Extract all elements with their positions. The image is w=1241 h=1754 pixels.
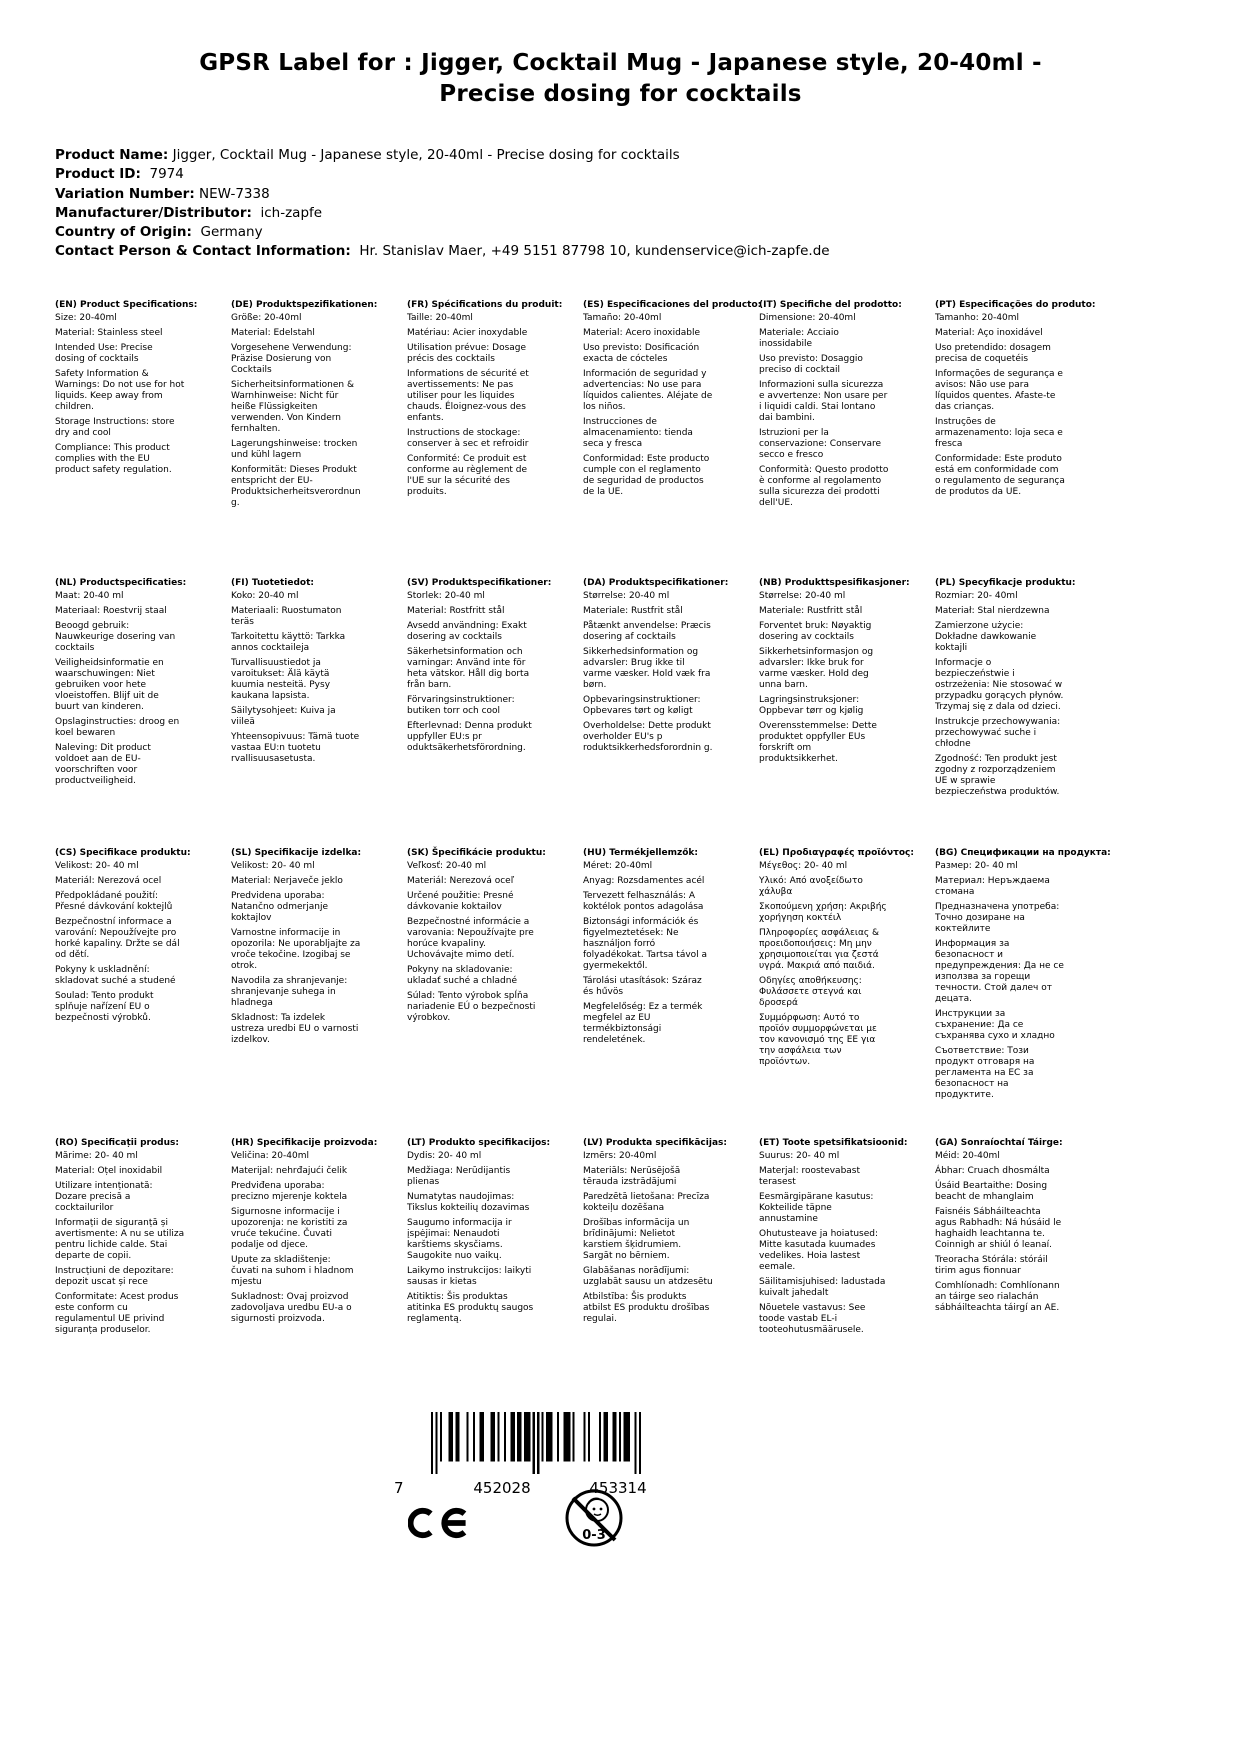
block-heading: (FI) Tuotetiedot: — [231, 578, 315, 588]
meta-label: Variation Number: — [55, 185, 195, 202]
block-paragraph: Zamierzone użycie: Dokładne dawkowanie koktajli — [935, 621, 1037, 653]
block-paragraph: Material: Nerjaveče jeklo — [231, 876, 343, 886]
block-paragraph: Súlad: Tento výrobok spĺňa nariadenie EÚ o bezpečnosti výrobkov. — [407, 991, 536, 1023]
language-block-fr — [407, 300, 583, 578]
barcode — [431, 1412, 641, 1474]
block-paragraph: Sikkerhedsinformation og advarsler: Brug ikke til varme væsker. Hold væk fra børn. — [583, 647, 711, 690]
block-paragraph: Conformitate: Acest produs este conform cu regulamentul UE privind siguranța produselor. — [55, 1292, 179, 1335]
block-paragraph: Materiale: Acciaio inossidabile — [759, 328, 839, 349]
block-paragraph: Ábhar: Cruach dhosmálta — [935, 1166, 1050, 1176]
block-paragraph: Ohutusteave ja hoiatused: Mitte kasutada kuumades vedelikes. Hoia lastest eemale. — [759, 1229, 879, 1272]
page-title-line1: GPSR Label for : Jigger, Cocktail Mug - Japanese style, 20-40ml - — [199, 50, 1042, 76]
block-paragraph: Eesmärgipärane kasutus: Kokteilide täpne annustamine — [759, 1192, 874, 1224]
language-block-et — [759, 1138, 935, 1340]
block-paragraph: Size: 20-40ml — [55, 313, 117, 323]
block-paragraph: Matériau: Acier inoxydable — [407, 328, 528, 338]
block-paragraph: Förvaringsinstruktioner: butiken torr och cool — [407, 695, 515, 716]
block-paragraph: Beoogd gebruik: Nauwkeurige dosering van cocktails — [55, 621, 176, 653]
meta-product-name — [55, 146, 830, 165]
block-heading: (BG) Спецификации на продукта: — [935, 848, 1111, 858]
age-warning-label: 0-3 — [582, 1528, 606, 1543]
block-heading: (ET) Toote spetsifikatsioonid: — [759, 1138, 908, 1148]
block-heading: (PL) Specyfikacje produktu: — [935, 578, 1076, 588]
block-paragraph: Υλικό: Από ανοξείδωτο χάλυβα — [759, 876, 863, 897]
block-heading: (LV) Produkta specifikācijas: — [583, 1138, 727, 1148]
block-paragraph: Οδηγίες αποθήκευσης: Φυλάσσετε στεγνά και δροσερά — [759, 976, 862, 1008]
barcode-first-digit: 7 — [394, 1479, 404, 1497]
block-paragraph: Material: Edelstahl — [231, 328, 315, 338]
block-paragraph: Comhlíonadh: Comhlíonann an táirge seo rialachán sábháilteachta táirgí an AE. — [935, 1281, 1060, 1313]
block-paragraph: Velikost: 20- 40 ml — [231, 861, 315, 871]
block-paragraph: Informações de segurança e avisos: Não use para líquidos quentes. Afaste-te das crianças. — [935, 369, 1063, 412]
block-paragraph: Materiał: Stal nierdzewna — [935, 606, 1050, 616]
block-heading: (HU) Termékjellemzők: — [583, 848, 699, 858]
block-paragraph: Medžiaga: Nerūdijantis plienas — [407, 1166, 511, 1187]
block-heading: (LT) Produkto specifikacijos: — [407, 1138, 551, 1148]
block-paragraph: Materiál: Nerezová ocel — [55, 876, 162, 886]
block-paragraph: Tamaño: 20-40ml — [583, 313, 662, 323]
block-paragraph: Предназначена употреба: Точно дозиране на коктейлите — [935, 902, 1060, 934]
block-paragraph: Saugumo informacija ir įspėjimai: Nenaudoti karštiems skysčiams. Saugokite nuo vaikų. — [407, 1218, 512, 1261]
block-paragraph: Safety Information & Warnings: Do not use for hot liquids. Keep away from children. — [55, 369, 185, 412]
block-paragraph: Istruzioni per la conservazione: Conservare secco e fresco — [759, 428, 882, 460]
language-block-el — [759, 848, 935, 1138]
block-paragraph: Säilytysohjeet: Kuiva ja viileä — [231, 706, 336, 727]
meta-country-of-origin — [55, 223, 830, 242]
language-block-fi — [231, 578, 407, 848]
page-title-line2: Precise dosing for cocktails — [439, 81, 802, 107]
block-heading: (EL) Προδιαγραφές προϊόντος: — [759, 848, 914, 858]
ce-mark-icon — [408, 1498, 472, 1548]
block-paragraph: Naleving: Dit product voldoet aan de EU-voorschriften voor productveiligheid. — [55, 743, 151, 786]
block-paragraph: Atitiktis: Šis produktas atitinka ES produktų saugos reglamentą. — [407, 1292, 534, 1324]
block-paragraph: Turvallisuustiedot ja varoitukset: Älä käytä kuumia nesteitä. Pysy kaukana lapsista. — [231, 658, 331, 701]
block-heading: (CS) Specifikace produktu: — [55, 848, 191, 858]
block-paragraph: Předpokládané použití: Přesné dávkování koktejlů — [55, 891, 173, 912]
block-paragraph: Velikost: 20- 40 ml — [55, 861, 139, 871]
block-paragraph: Instrucțiuni de depozitare: depozit uscat și rece — [55, 1266, 174, 1287]
block-paragraph: Numatytas naudojimas: Tikslus kokteilių dozavimas — [407, 1192, 530, 1213]
block-paragraph: Размер: 20- 40 ml — [935, 861, 1018, 871]
block-paragraph: Veľkosť: 20-40 ml — [407, 861, 487, 871]
block-paragraph: Skladnost: Ta izdelek ustreza uredbi EU o varnosti izdelkov. — [231, 1013, 359, 1045]
meta-product-id — [55, 165, 830, 184]
meta-manufacturer — [55, 204, 830, 223]
block-paragraph: Instruções de armazenamento: loja seca e fresca — [935, 417, 1063, 449]
block-paragraph: Uso previsto: Dosaggio preciso di cocktail — [759, 354, 863, 375]
block-paragraph: Efterlevnad: Denna produkt uppfyller EU:s pr oduktsäkerhetsförordning. — [407, 721, 532, 753]
block-paragraph: Συμμόρφωση: Αυτό το προϊόν συμμορφώνεται με τον κανονισμό της ΕΕ για την ασφάλεια των προϊόντων. — [759, 1013, 877, 1067]
meta-label: Product Name: — [55, 147, 169, 163]
block-heading: (IT) Specifiche del prodotto: — [759, 300, 902, 310]
block-paragraph: Material: Aço inoxidável — [935, 328, 1043, 338]
page-title — [0, 48, 1241, 110]
block-paragraph: Určené použitie: Presné dávkovanie koktailov — [407, 891, 514, 912]
block-paragraph: Dimensione: 20-40ml — [759, 313, 856, 323]
block-paragraph: Material: Stainless steel — [55, 328, 163, 338]
meta-label: Manufacturer/Distributor: — [55, 204, 252, 221]
block-paragraph: Pokyny na skladovanie: ukladať suché a chladné — [407, 965, 517, 986]
block-paragraph: Informacje o bezpieczeństwie i ostrzeżenia: Nie stosować w przypadku gorących płynów. Trzymaj się z dala od dzieci. — [935, 658, 1064, 712]
block-paragraph: Uso previsto: Dosificación exacta de cócteles — [583, 343, 700, 364]
language-block-da — [583, 578, 759, 848]
block-paragraph: Biztonsági információk és figyelmeztetések: Ne használjon forró folyadékokat. Tartsa távol a gyermekektől. — [583, 917, 708, 971]
meta-value: Hr. Stanislav Maer, +49 5151 87798 10, kundenservice@ich-zapfe.de — [359, 243, 830, 260]
block-paragraph: Konformität: Dieses Produkt entspricht der EU-Produktsicherheitsverordnung. — [231, 465, 361, 508]
language-block-es — [583, 300, 762, 578]
language-blocks-grid — [55, 300, 1111, 1340]
block-paragraph: Tamanho: 20-40ml — [935, 313, 1020, 323]
block-paragraph: Forventet bruk: Nøyaktig dosering av cocktails — [759, 621, 872, 642]
block-paragraph: Lagringsinstruksjoner: Oppbevar tørr og kjølig — [759, 695, 864, 716]
language-block-hu — [583, 848, 759, 1138]
block-paragraph: Säkerhetsinformation och varningar: Använd inte för heta vätskor. Håll dig borta från barn. — [407, 647, 530, 690]
block-heading: (ES) Especificaciones del producto: — [583, 300, 762, 310]
block-paragraph: Instrukcje przechowywania: przechowywać suche i chłodne — [935, 717, 1061, 749]
language-block-de — [231, 300, 407, 578]
block-paragraph: Bezpečnostní informace a varování: Nepoužívejte pro horké kapaliny. Držte se dál od dětí. — [55, 917, 180, 960]
block-paragraph: Tarkoitettu käyttö: Tarkka annos cocktaileja — [231, 632, 346, 653]
block-paragraph: Materiale: Rustfrit stål — [583, 606, 683, 616]
block-paragraph: Atbilstība: Šis produkts atbilst ES produktu drošības regulai. — [583, 1292, 710, 1324]
block-paragraph: Suurus: 20- 40 ml — [759, 1151, 840, 1161]
block-paragraph: Overensstemmelse: Dette produktet oppfyller EUs forskrift om produktsikkerhet. — [759, 721, 877, 764]
language-block-lt — [407, 1138, 583, 1340]
block-paragraph: Instrucciones de almacenamiento: tienda seca y fresca — [583, 417, 693, 449]
block-heading: (PT) Especificações do produto: — [935, 300, 1096, 310]
block-paragraph: Compliance: This product complies with the EU product safety regulation. — [55, 443, 172, 475]
language-block-bg — [935, 848, 1111, 1138]
block-paragraph: Säilitamisjuhised: ladustada kuivalt jahedalt — [759, 1277, 886, 1298]
language-block-sv — [407, 578, 583, 848]
block-paragraph: Veiligheidsinformatie en waarschuwingen: Niet gebruiken voor hete vloeistoffen. Blijf uit de buurt van kinderen. — [55, 658, 164, 712]
block-paragraph: Navodila za shranjevanje: shranjevanje suhega in hladnega — [231, 976, 348, 1008]
block-paragraph: Laikymo instrukcijos: laikyti sausas ir kietas — [407, 1266, 532, 1287]
language-block-it — [759, 300, 935, 578]
block-paragraph: Dydis: 20- 40 ml — [407, 1151, 482, 1161]
block-paragraph: Съответствие: Този продукт отговаря на регламента на ЕС за безопасност на продуктите. — [935, 1046, 1035, 1100]
block-heading: (GA) Sonraíochtaí Táirge: — [935, 1138, 1063, 1148]
block-heading: (DE) Produktspezifikationen: — [231, 300, 378, 310]
meta-value: ich-zapfe — [260, 204, 323, 221]
block-paragraph: Treoracha Stórála: stóráil tirim agus fionnuar — [935, 1255, 1048, 1276]
block-paragraph: Información de seguridad y advertencias: No use para líquidos calientes. Aléjate de los niños. — [583, 369, 713, 412]
block-paragraph: Größe: 20-40ml — [231, 313, 302, 323]
block-paragraph: Opslaginstructies: droog en koel bewaren — [55, 717, 180, 738]
block-heading: (FR) Spécifications du produit: — [407, 300, 563, 310]
block-paragraph: Påtænkt anvendelse: Præcis dosering af cocktails — [583, 621, 711, 642]
block-paragraph: Overholdelse: Dette produkt overholder EU's p roduktsikkerhedsforordnin g. — [583, 721, 713, 753]
language-block-cs — [55, 848, 231, 1138]
language-block-pl — [935, 578, 1111, 848]
block-paragraph: Paredzētā lietošana: Precīza kokteiļu dozēšana — [583, 1192, 710, 1213]
block-heading: (DA) Produktspecifikationer: — [583, 578, 729, 588]
block-paragraph: Koko: 20-40 ml — [231, 591, 299, 601]
block-paragraph: Drošības informācija un brīdinājumi: Nelietot karstiem šķidrumiem. Sargāt no bērniem. — [583, 1218, 690, 1261]
block-paragraph: Sikkerhetsinformasjon og advarsler: Ikke bruk for varme væsker. Hold deg unna barn. — [759, 647, 874, 690]
block-paragraph: Utilizare intenționată: Dozare precisă a cocktailurilor — [55, 1181, 153, 1213]
block-paragraph: Veličina: 20-40ml — [231, 1151, 309, 1161]
block-paragraph: Информация за безопасност и предупреждения: Да не се използва за горещи течности. Стой далеч от децата. — [935, 939, 1064, 1004]
meta-variation-number — [55, 185, 830, 204]
meta-contact-info — [55, 242, 830, 261]
block-paragraph: Storage Instructions: store dry and cool — [55, 417, 175, 438]
block-paragraph: Materiāls: Nerūsējošā tērauda izstrādājumi — [583, 1166, 681, 1187]
block-paragraph: Tervezett felhasználás: A koktélok pontos adagolása — [583, 891, 704, 912]
language-block-ga — [935, 1138, 1111, 1340]
barcode-right-digits: 453314 — [589, 1479, 647, 1497]
language-block-sl — [231, 848, 407, 1138]
language-block-ro — [55, 1138, 231, 1340]
block-paragraph: Conformité: Ce produit est conforme au règlement de l'UE sur la sécurité des produits. — [407, 454, 528, 497]
meta-value: 7974 — [149, 166, 184, 183]
block-paragraph: Sicherheitsinformationen & Warnhinweise: Nicht für heiße Flüssigkeiten verwenden. Von Kindern fernhalten. — [231, 380, 354, 434]
language-block-hr — [231, 1138, 407, 1340]
block-heading: (NB) Produkttspesifikasjoner: — [759, 578, 910, 588]
block-paragraph: Materjal: roostevabast terasest — [759, 1166, 861, 1187]
block-paragraph: Tárolási utasítások: Száraz és hűvös — [583, 976, 702, 997]
block-paragraph: Informații de siguranță și avertismente: A nu se utiliza pentru lichide calde. Stai departe de copii. — [55, 1218, 185, 1261]
block-paragraph: Varnostne informacije in opozorila: Ne uporabljajte za vroče tekočine. Izogibaj se otrok. — [231, 928, 361, 971]
block-paragraph: Úsáid Beartaithe: Dosing beacht de mhanglaim — [935, 1181, 1048, 1202]
language-block-nl — [55, 578, 231, 848]
block-heading: (NL) Productspecificaties: — [55, 578, 187, 588]
block-heading: (SK) Špecifikácie produktu: — [407, 848, 546, 858]
block-paragraph: Izmērs: 20-40ml — [583, 1151, 657, 1161]
block-paragraph: Opbevaringsinstruktioner: Opbevares tørt og køligt — [583, 695, 701, 716]
barcode-left-digits: 452028 — [473, 1479, 531, 1497]
block-paragraph: Materiaali: Ruostumaton teräs — [231, 606, 342, 627]
block-paragraph: Rozmiar: 20- 40ml — [935, 591, 1018, 601]
age-warning-0-3-icon — [564, 1486, 624, 1550]
block-paragraph: Conformidade: Este produto está em conformidade com o regulamento de segurança de produtos da UE. — [935, 454, 1065, 497]
block-paragraph: Predvidena uporaba: Natančno odmerjanje koktajlov — [231, 891, 328, 923]
block-paragraph: Faisnéis Sábháilteachta agus Rabhadh: Ná húsáid le haghaidh leachtanna te. Coinnigh ar shiúl ó leanaí. — [935, 1207, 1062, 1250]
block-paragraph: Σκοπούμενη χρήση: Ακριβής χορήγηση κοκτέιλ — [759, 902, 887, 923]
meta-label: Country of Origin: — [55, 224, 192, 241]
block-paragraph: Instructions de stockage: conserver à sec et refroidir — [407, 428, 529, 449]
block-paragraph: Sigurnosne informacije i upozorenja: ne koristiti za vruće tekućine. Čuvati podalje od djece. — [231, 1207, 348, 1250]
block-paragraph: Pokyny k uskladnění: skladovat suché a studené — [55, 965, 176, 986]
block-paragraph: Sukladnost: Ovaj proizvod zadovoljava uredbu EU-a o sigurnosti proizvoda. — [231, 1292, 352, 1324]
block-paragraph: Bezpečnostné informácie a varovania: Nepoužívajte pre horúce kvapaliny. Uchovávajte mimo detí. — [407, 917, 534, 960]
block-paragraph: Материал: Неръждаема стомана — [935, 876, 1050, 897]
block-paragraph: Informations de sécurité et avertissements: Ne pas utiliser pour les liquides chauds. Éloignez-vous des enfants. — [407, 369, 529, 423]
block-paragraph: Material: Acero inoxidable — [583, 328, 701, 338]
block-paragraph: Material: Oțel inoxidabil — [55, 1166, 163, 1176]
block-paragraph: Méret: 20-40ml — [583, 861, 653, 871]
block-heading: (SV) Produktspecifikationer: — [407, 578, 552, 588]
block-paragraph: Uso pretendido: dosagem precisa de coquetéis — [935, 343, 1051, 364]
block-paragraph: Yhteensopivuus: Tämä tuote vastaa EU:n tuotetu rvallisuusasetusta. — [231, 732, 360, 764]
block-paragraph: Storlek: 20-40 ml — [407, 591, 485, 601]
block-paragraph: Méid: 20-40ml — [935, 1151, 1000, 1161]
barcode-svg — [431, 1412, 641, 1474]
language-block-pt — [935, 300, 1111, 578]
block-paragraph: Materiál: Nerezová oceľ — [407, 876, 515, 886]
meta-value: Germany — [200, 224, 263, 241]
meta-label: Contact Person & Contact Information: — [55, 243, 351, 260]
block-paragraph: Conformità: Questo prodotto è conforme al regolamento sulla sicurezza dei prodotti dell'UE. — [759, 465, 889, 508]
block-paragraph: Størrelse: 20-40 ml — [583, 591, 670, 601]
block-paragraph: Nõuetele vastavus: See toode vastab EL-i tooteohutusmäärusele. — [759, 1303, 866, 1335]
meta-label: Product ID: — [55, 166, 141, 183]
block-paragraph: Vorgesehene Verwendung: Präzise Dosierung von Cocktails — [231, 343, 352, 375]
block-paragraph: Material: Rostfritt stål — [407, 606, 505, 616]
block-paragraph: Πληροφορίες ασφάλειας & προειδοποιήσεις: Μη μην χρησιμοποιείται για ζεστά υγρά. Μακριά από παιδιά. — [759, 928, 880, 971]
block-paragraph: Μέγεθος: 20- 40 ml — [759, 861, 848, 871]
block-paragraph: Materiaal: Roestvrij staal — [55, 606, 167, 616]
block-paragraph: Upute za skladištenje: čuvati na suhom i hladnom mjestu — [231, 1255, 354, 1287]
block-paragraph: Informazioni sulla sicurezza e avvertenze: Non usare per i liquidi caldi. Stai lontano dai bambini. — [759, 380, 888, 423]
language-block-lv — [583, 1138, 759, 1340]
meta-value: Jigger, Cocktail Mug - Japanese style, 20-40ml - Precise dosing for cocktails — [172, 147, 680, 163]
block-paragraph: Lagerungshinweise: trocken und kühl lagern — [231, 439, 358, 460]
language-block-en — [55, 300, 231, 578]
language-block-sk — [407, 848, 583, 1138]
language-block-nb — [759, 578, 935, 848]
block-paragraph: Soulad: Tento produkt splňuje nařízení EU o bezpečnosti výrobků. — [55, 991, 154, 1023]
product-meta — [55, 146, 830, 262]
block-paragraph: Utilisation prévue: Dosage précis des cocktails — [407, 343, 527, 364]
block-paragraph: Mărime: 20- 40 ml — [55, 1151, 138, 1161]
block-paragraph: Megfelelőség: Ez a termék megfelel az EU termékbiztonsági rendeletének. — [583, 1002, 703, 1045]
block-paragraph: Anyag: Rozsdamentes acél — [583, 876, 705, 886]
block-heading: (HR) Specifikacije proizvoda: — [231, 1138, 378, 1148]
block-heading: (SL) Specifikacije izdelka: — [231, 848, 362, 858]
block-paragraph: Materiale: Rustfritt stål — [759, 606, 863, 616]
block-paragraph: Materijal: nehrđajući čelik — [231, 1166, 348, 1176]
block-paragraph: Conformidad: Este producto cumple con el reglamento de seguridad de productos de la UE. — [583, 454, 710, 497]
meta-value: NEW-7338 — [199, 185, 270, 202]
block-paragraph: Инструкции за съхранение: Да се съхранява сухо и хладно — [935, 1009, 1055, 1041]
block-paragraph: Glabāšanas norādījumi: uzglabāt sausu un atdzesētu — [583, 1266, 713, 1287]
block-paragraph: Maat: 20-40 ml — [55, 591, 124, 601]
block-paragraph: Taille: 20-40ml — [407, 313, 473, 323]
block-paragraph: Avsedd användning: Exakt dosering av cocktails — [407, 621, 527, 642]
block-paragraph: Intended Use: Precise dosing of cocktails — [55, 343, 153, 364]
block-heading: (EN) Product Specifications: — [55, 300, 198, 310]
block-paragraph: Predviđena uporaba: precizno mjerenje koktela — [231, 1181, 348, 1202]
block-paragraph: Zgodność: Ten produkt jest zgodny z rozporządzeniem UE w sprawie bezpieczeństwa produktów. — [935, 754, 1060, 797]
block-heading: (RO) Specificații produs: — [55, 1138, 179, 1148]
block-paragraph: Størrelse: 20-40 ml — [759, 591, 846, 601]
